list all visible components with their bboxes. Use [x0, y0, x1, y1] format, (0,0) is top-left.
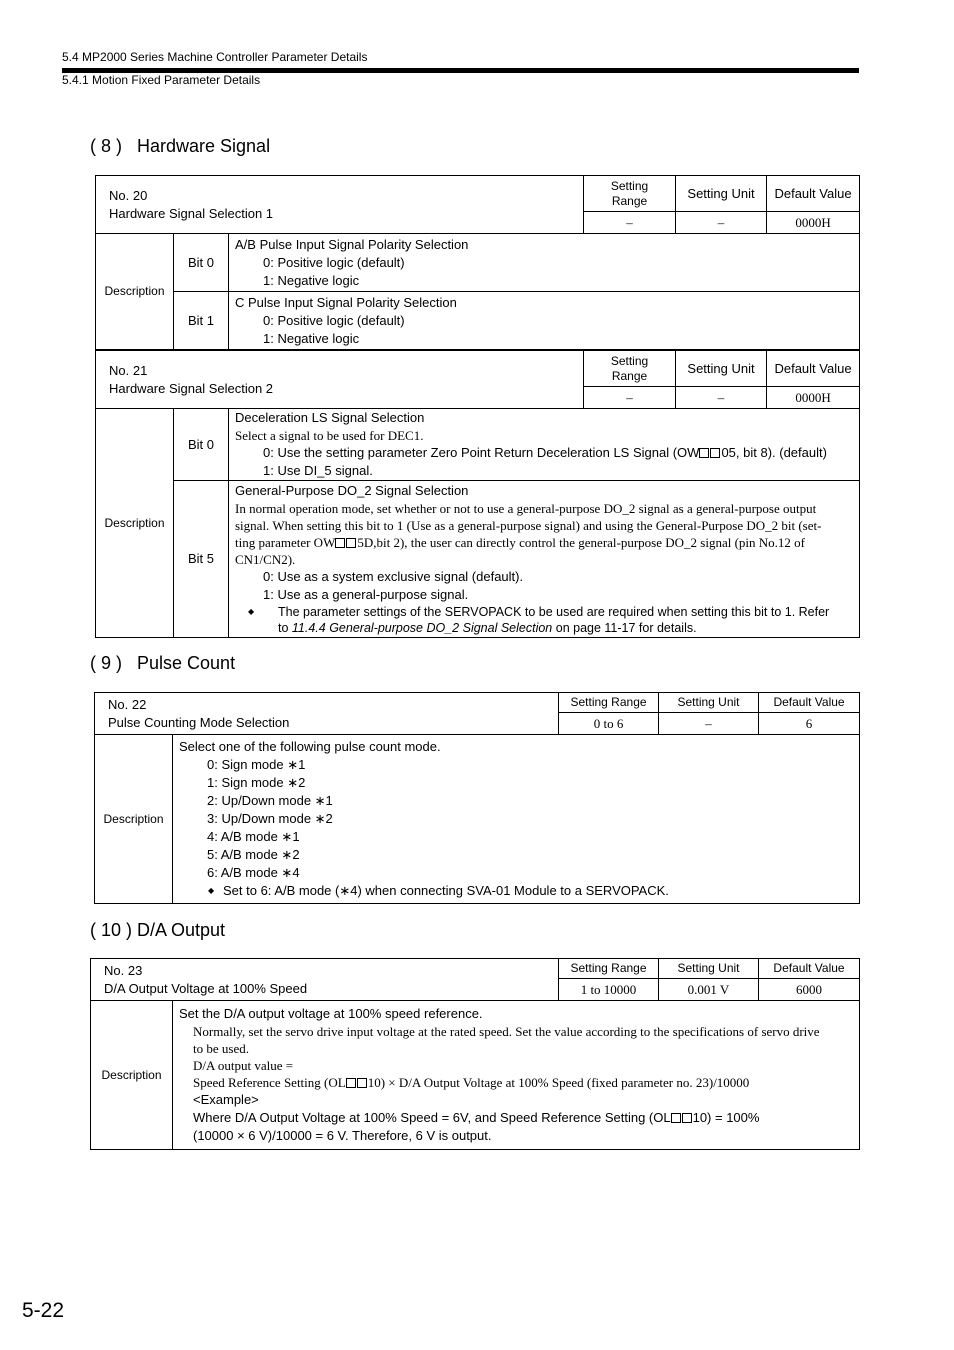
setting-unit-header: Setting Unit — [676, 351, 767, 387]
parameter-table-no20 — [95, 175, 860, 350]
list-item: 3: Up/Down mode ∗2 — [207, 810, 333, 826]
setting-range-header: Setting Range — [584, 176, 676, 212]
placeholder-box-icon — [671, 1113, 681, 1123]
bullet-icon: ◆ — [248, 607, 255, 617]
note-item: ◆ Set to 6: A/B mode (∗4) when connecting SVA-01 Module to a SERVOPACK. — [179, 882, 855, 901]
setting-unit-value: 0.001 V — [659, 979, 759, 1001]
param-name: Hardware Signal Selection 1 — [109, 205, 274, 221]
list-item: 2: Up/Down mode ∗1 — [207, 792, 333, 808]
placeholder-box-icon — [682, 1113, 692, 1123]
setting-unit-value: – — [676, 387, 767, 409]
setting-unit-value: – — [676, 212, 767, 234]
param-number: No. 20 — [109, 187, 148, 203]
placeholder-box-icon — [346, 538, 356, 548]
default-value-header: Default Value — [759, 693, 860, 713]
setting-range-value: 1 to 10000 — [559, 979, 659, 1001]
description-body: Select one of the following pulse count mode. 0: Sign mode ∗1 1: Sign mode ∗2 2: Up/Down mode ∗1 3: Up/Down mode ∗2 4: A/B mode ∗1 5: A/B mode ∗2 6: A/B mode ∗4 ◆ Set to 6: A/B mode (∗4) when connecting SVA-01 Module to a SERVOPACK. — [173, 735, 860, 904]
bit-label: Bit 0 — [174, 234, 229, 292]
setting-range-header: Setting Range — [559, 693, 659, 713]
placeholder-box-icon — [710, 448, 720, 458]
running-header-subsection: 5.4.1 Motion Fixed Parameter Details — [62, 73, 261, 87]
setting-unit-header: Setting Unit — [659, 959, 759, 979]
default-value-header: Default Value — [767, 351, 860, 387]
list-item: 5: A/B mode ∗2 — [207, 846, 300, 862]
bit-description: Deceleration LS Signal Selection Select a signal to be used for DEC1. 0: Use the setting parameter Zero Point Return Deceleration LS Signal (OW 05, bit 8). (default) 1: Use DI_5 signal. — [229, 409, 860, 481]
parameter-table-no21 — [95, 350, 860, 638]
description-label: Description — [95, 735, 173, 904]
setting-range-header: Setting Range — [584, 351, 676, 387]
param-id-cell — [95, 693, 559, 735]
param-name: D/A Output Voltage at 100% Speed — [104, 980, 308, 996]
default-value: 6 — [759, 713, 860, 735]
param-name: Pulse Counting Mode Selection — [108, 714, 290, 730]
placeholder-box-icon — [335, 538, 345, 548]
note-item: ◆ The parameter settings of the SERVOPACK to be used are required when setting this bit to 1. Refer to 11.4.4 General-purpose DO_2 Signal Selection on page 11-17 for details. — [248, 604, 830, 636]
bit-description: C Pulse Input Signal Polarity Selection 0: Positive logic (default) 1: Negative logic — [229, 292, 860, 350]
param-id-cell — [96, 351, 584, 409]
running-header-section: 5.4 MP2000 Series Machine Controller Parameter Details — [62, 50, 368, 64]
bit-description: General-Purpose DO_2 Signal Selection In normal operation mode, set whether or not to use a general-purpose DO_2 signal as a general-purpose output signal. When setting this bit to 1 (Use as a general-purpose signal) and using the General-Purpose DO_2 bit (set- ting parameter OW 5D,bit 2), the user can directly control the general-purpose DO_2 signal (pin No.12 of CN1/CN2). 0: Use as a system exclusive signal (default). 1: Use as a general-purpose signal. ◆ The parameter settings of the SERVOPACK to be used are required when setting this bit to 1. Refer to 11.4.4 General-purpose DO_2 Signal Selection on page 11-17 for details. — [229, 481, 860, 638]
section-heading-hardware-signal: ( 8 ) Hardware Signal — [90, 136, 271, 156]
description-body: Set the D/A output voltage at 100% speed reference. Normally, set the servo drive input voltage at the rated speed. Set the value according to the specifications of servo drive to be used. D/A output value = Speed Reference Setting (OL 10) × D/A Output Voltage at 100% Speed (fixed parameter no. 23)/10000 <Example> Where D/A Output Voltage at 100% Speed = 6V, and Speed Reference Setting (OL 10) = 100% (10000 × 6 V)/10000 = 6 V. Therefore, 6 V is output. — [173, 1001, 860, 1150]
param-number: No. 23 — [104, 962, 143, 978]
setting-unit-header: Setting Unit — [659, 693, 759, 713]
placeholder-box-icon — [699, 448, 709, 458]
setting-unit-value: – — [659, 713, 759, 735]
description-label: Description — [96, 409, 174, 638]
section-heading-pulse-count: ( 9 ) Pulse Count — [90, 653, 236, 673]
cross-reference-link: 11.4.4 General-purpose DO_2 Signal Selection — [291, 621, 553, 636]
default-value-header: Default Value — [759, 959, 860, 979]
section-heading-da-output: ( 10 ) D/A Output — [90, 920, 226, 940]
setting-range-header: Setting Range — [559, 959, 659, 979]
param-id-cell — [96, 176, 584, 234]
bit-label: Bit 0 — [174, 409, 229, 481]
param-name: Hardware Signal Selection 2 — [109, 380, 274, 396]
param-number: No. 21 — [109, 362, 148, 378]
placeholder-box-icon — [357, 1078, 367, 1088]
list-item: 0: Sign mode ∗1 — [207, 756, 306, 772]
page-number: 5-22 — [22, 1299, 65, 1322]
list-item: 6: A/B mode ∗4 — [207, 864, 300, 880]
setting-unit-header: Setting Unit — [676, 176, 767, 212]
setting-range-value: – — [584, 212, 676, 234]
setting-range-value: – — [584, 387, 676, 409]
param-id-cell — [91, 959, 559, 1001]
parameter-table-no22 — [94, 692, 860, 904]
parameter-table-no23 — [90, 958, 860, 1150]
default-value: 0000H — [767, 212, 860, 234]
bullet-icon: ◆ — [208, 886, 215, 896]
param-number: No. 22 — [108, 696, 147, 712]
default-value-header: Default Value — [767, 176, 860, 212]
list-item: 1: Sign mode ∗2 — [207, 774, 306, 790]
list-item: 4: A/B mode ∗1 — [207, 828, 300, 844]
description-label: Description — [91, 1001, 173, 1150]
bit-label: Bit 1 — [174, 292, 229, 350]
setting-range-value: 0 to 6 — [559, 713, 659, 735]
description-label: Description — [96, 234, 174, 350]
default-value: 6000 — [759, 979, 860, 1001]
bit-label: Bit 5 — [174, 481, 229, 638]
placeholder-box-icon — [346, 1078, 356, 1088]
default-value: 0000H — [767, 387, 860, 409]
bit-description: A/B Pulse Input Signal Polarity Selection 0: Positive logic (default) 1: Negative logic — [229, 234, 860, 292]
